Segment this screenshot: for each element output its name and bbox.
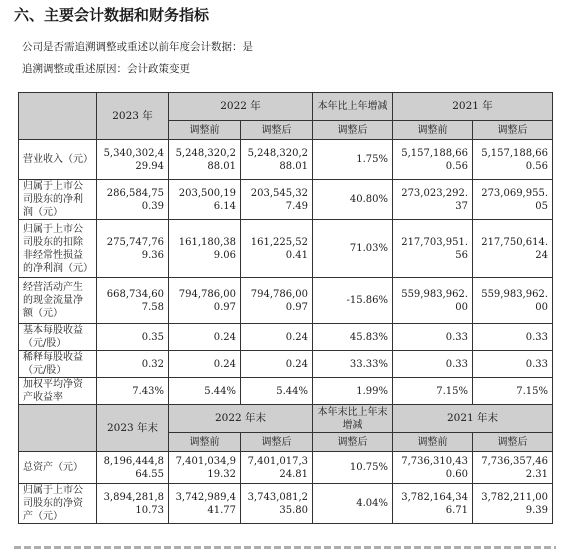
subheader-before-2022-end: 调整前 bbox=[169, 433, 241, 452]
table-row bbox=[19, 452, 553, 484]
cell-b2021: 217,703,951.56 bbox=[393, 220, 473, 278]
cell-b2022: 7,401,034,919.32 bbox=[169, 452, 241, 484]
row-label: 总资产（元） bbox=[19, 452, 97, 484]
cell-chg: 71.03% bbox=[313, 220, 393, 278]
cell-v2023: 3,894,281,810.73 bbox=[97, 484, 169, 524]
header-2023-end: 2023 年末 bbox=[97, 405, 169, 452]
cell-b2021: 273,023,292.37 bbox=[393, 180, 473, 220]
subheader-after-change-end: 调整后 bbox=[313, 433, 393, 452]
cell-chg: 4.04% bbox=[313, 484, 393, 524]
financial-data-table bbox=[18, 92, 553, 524]
cell-a2022: 794,786,000.97 bbox=[241, 278, 313, 324]
cell-b2021: 0.33 bbox=[393, 351, 473, 378]
cell-v2023: 0.35 bbox=[97, 324, 169, 351]
cell-v2023: 8,196,444,864.55 bbox=[97, 452, 169, 484]
cell-b2021: 7.15% bbox=[393, 378, 473, 405]
header-2021-end: 2021 年末 bbox=[393, 405, 553, 433]
cell-v2023: 286,584,750.39 bbox=[97, 180, 169, 220]
subheader-before-2021: 调整前 bbox=[393, 121, 473, 140]
cropped-footer-text bbox=[0, 545, 570, 550]
cell-a2022: 5.44% bbox=[241, 378, 313, 405]
cell-b2022: 0.24 bbox=[169, 351, 241, 378]
row-label: 稀释每股收益（元/股） bbox=[19, 351, 97, 378]
cell-chg: 1.99% bbox=[313, 378, 393, 405]
cell-chg: 45.83% bbox=[313, 324, 393, 351]
header-2022-end: 2022 年末 bbox=[169, 405, 313, 433]
cell-v2023: 0.32 bbox=[97, 351, 169, 378]
row-label: 基本每股收益（元/股） bbox=[19, 324, 97, 351]
table1-header-row bbox=[19, 93, 553, 121]
cell-chg: -15.86% bbox=[313, 278, 393, 324]
cell-b2022: 5.44% bbox=[169, 378, 241, 405]
cell-chg: 10.75% bbox=[313, 452, 393, 484]
restatement-reason: 追溯调整或重述原因：会计政策变更 bbox=[22, 63, 190, 75]
restatement-question: 公司是否需追溯调整或重述以前年度会计数据：是 bbox=[22, 41, 253, 53]
table-row bbox=[19, 140, 553, 180]
cell-b2022: 0.24 bbox=[169, 324, 241, 351]
cell-chg: 33.33% bbox=[313, 351, 393, 378]
header-2023: 2023 年 bbox=[97, 93, 169, 140]
cell-a2021: 217,750,614.24 bbox=[473, 220, 553, 278]
table2-header-row bbox=[19, 405, 553, 433]
table-row bbox=[19, 180, 553, 220]
cell-b2022: 161,180,389.06 bbox=[169, 220, 241, 278]
cell-a2021: 7.15% bbox=[473, 378, 553, 405]
cell-a2022: 0.24 bbox=[241, 324, 313, 351]
table-row bbox=[19, 351, 553, 378]
cell-a2022: 3,743,081,235.80 bbox=[241, 484, 313, 524]
section-heading: 六、主要会计数据和财务指标 bbox=[14, 6, 210, 24]
cell-a2022: 0.24 bbox=[241, 351, 313, 378]
cell-b2022: 203,500,196.14 bbox=[169, 180, 241, 220]
cell-a2021: 3,782,211,009.39 bbox=[473, 484, 553, 524]
cell-chg: 40.80% bbox=[313, 180, 393, 220]
cell-b2021: 0.33 bbox=[393, 324, 473, 351]
header-change: 本年比上年增减 bbox=[313, 93, 393, 121]
cell-a2021: 559,983,962.00 bbox=[473, 278, 553, 324]
cell-b2021: 559,983,962.00 bbox=[393, 278, 473, 324]
subheader-after-change: 调整后 bbox=[313, 121, 393, 140]
cell-v2023: 275,747,769.36 bbox=[97, 220, 169, 278]
cell-b2022: 5,248,320,288.01 bbox=[169, 140, 241, 180]
cell-b2021: 7,736,310,430.60 bbox=[393, 452, 473, 484]
cell-v2023: 7.43% bbox=[97, 378, 169, 405]
cell-v2023: 668,734,607.58 bbox=[97, 278, 169, 324]
table-row bbox=[19, 484, 553, 524]
cell-a2021: 5,157,188,660.56 bbox=[473, 140, 553, 180]
header-change-end: 本年末比上年末增减 bbox=[313, 405, 393, 433]
header-2021: 2021 年 bbox=[393, 93, 553, 121]
cell-a2022: 5,248,320,288.01 bbox=[241, 140, 313, 180]
cell-b2022: 794,786,000.97 bbox=[169, 278, 241, 324]
cell-a2021: 0.33 bbox=[473, 324, 553, 351]
table-row bbox=[19, 324, 553, 351]
cell-a2021: 7,736,357,462.31 bbox=[473, 452, 553, 484]
cell-b2022: 3,742,989,441.77 bbox=[169, 484, 241, 524]
subheader-before-2021-end: 调整前 bbox=[393, 433, 473, 452]
row-label: 归属于上市公司股东的扣除非经常性损益的净利润（元） bbox=[19, 220, 97, 278]
row-label: 归属于上市公司股东的净资产（元） bbox=[19, 484, 97, 524]
header-2022: 2022 年 bbox=[169, 93, 313, 121]
table-row bbox=[19, 220, 553, 278]
cell-v2023: 5,340,302,429.94 bbox=[97, 140, 169, 180]
cell-a2021: 0.33 bbox=[473, 351, 553, 378]
subheader-after-2022-end: 调整后 bbox=[241, 433, 313, 452]
header-blank-cell bbox=[19, 405, 97, 452]
subheader-after-2021-end: 调整后 bbox=[473, 433, 553, 452]
cell-b2021: 5,157,188,660.56 bbox=[393, 140, 473, 180]
row-label: 归属于上市公司股东的净利润（元） bbox=[19, 180, 97, 220]
row-label: 营业收入（元） bbox=[19, 140, 97, 180]
header-blank-cell bbox=[19, 93, 97, 140]
table-row bbox=[19, 278, 553, 324]
table-row bbox=[19, 378, 553, 405]
cell-a2022: 7,401,017,324.81 bbox=[241, 452, 313, 484]
cell-a2021: 273,069,955.05 bbox=[473, 180, 553, 220]
row-label: 经营活动产生的现金流量净额（元） bbox=[19, 278, 97, 324]
cell-chg: 1.75% bbox=[313, 140, 393, 180]
cell-a2022: 203,545,327.49 bbox=[241, 180, 313, 220]
cell-b2021: 3,782,164,346.71 bbox=[393, 484, 473, 524]
subheader-after-2021: 调整后 bbox=[473, 121, 553, 140]
subheader-before-2022: 调整前 bbox=[169, 121, 241, 140]
cell-a2022: 161,225,520.41 bbox=[241, 220, 313, 278]
subheader-after-2022: 调整后 bbox=[241, 121, 313, 140]
row-label: 加权平均净资产收益率 bbox=[19, 378, 97, 405]
